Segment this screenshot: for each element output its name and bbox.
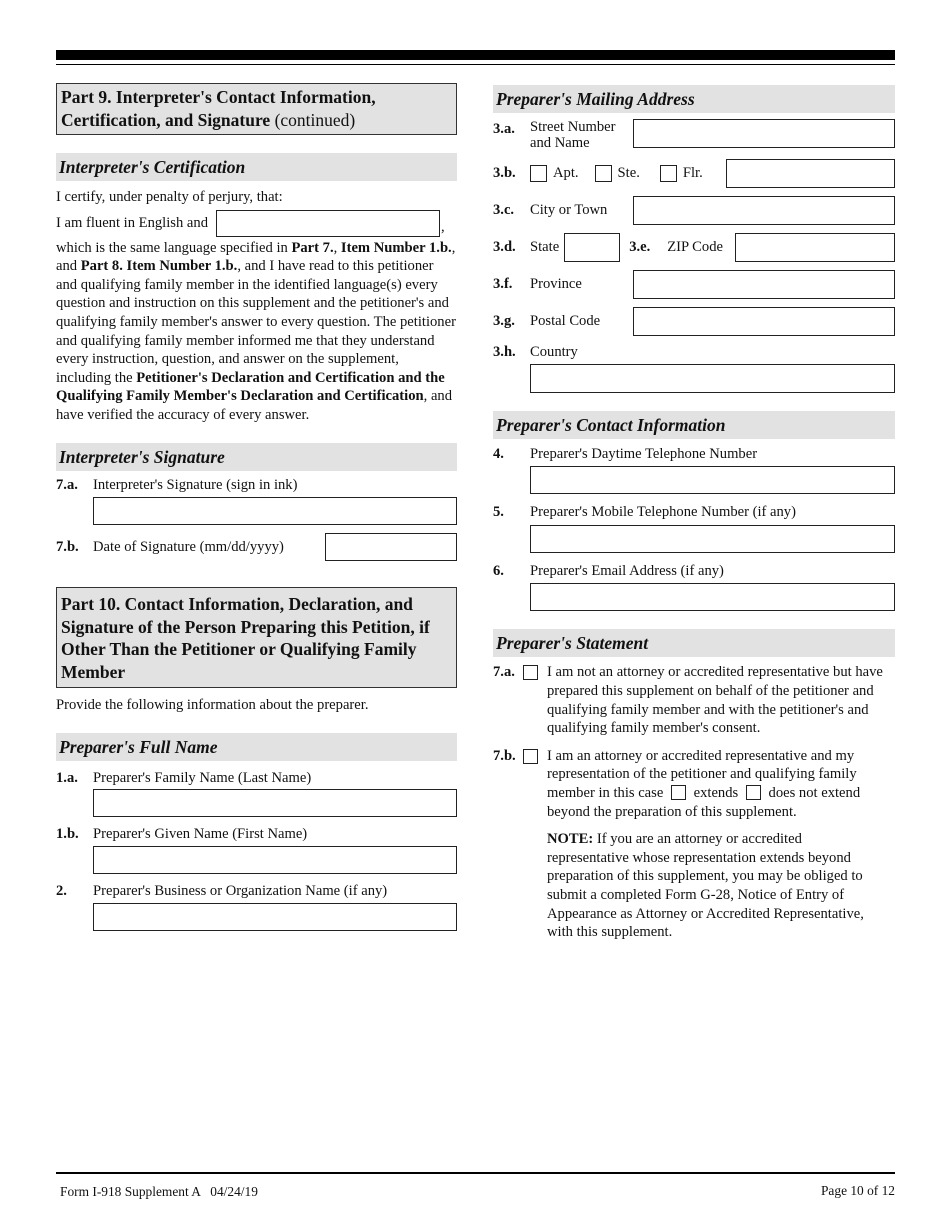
city-input[interactable] — [633, 196, 895, 225]
cert-bold-part7: Part 7. — [291, 239, 334, 256]
daytime-phone-label: Preparer's Daytime Telephone Number — [530, 445, 758, 462]
footer-rule — [56, 1172, 895, 1174]
interpreter-signature-header: Interpreter's Signature — [56, 443, 457, 471]
certification-intro: I certify, under penalty of perjury, that: — [56, 189, 283, 205]
signature-label: Interpreter's Signature (sign in ink) — [93, 476, 298, 493]
date-label-group — [56, 538, 284, 557]
unit-number: 3.b. — [493, 165, 516, 182]
part9-header — [56, 83, 457, 135]
email-number: 6. — [493, 562, 504, 579]
state-select[interactable] — [564, 233, 620, 262]
unit-number-input[interactable] — [726, 159, 895, 188]
zip-number: 3.e. — [629, 239, 651, 256]
postal-input[interactable] — [633, 307, 895, 336]
postal-label: Postal Code — [530, 313, 601, 330]
city-label: City or Town — [530, 202, 608, 219]
apt-label: Apt. — [553, 165, 579, 182]
preparer-full-name-header: Preparer's Full Name — [56, 733, 457, 761]
preparer-statement-header: Preparer's Statement — [493, 629, 895, 657]
cert-bold-declaration: Petitioner's Declaration and Certification and the Qualifying Family Member's Declaration and Certification — [56, 369, 445, 405]
statement-7b-text-2: beyond the preparation of this supplement. — [547, 803, 797, 820]
page-number: Page 10 of 12 — [820, 1183, 895, 1198]
province-input[interactable] — [633, 270, 895, 299]
given-name-label-row — [56, 825, 457, 844]
part9-title: Part 9. Interpreter's Contact Information, Certification, and Signature — [61, 87, 376, 130]
email-label-row — [493, 562, 895, 581]
daytime-phone-number: 4. — [493, 445, 504, 462]
email-label: Preparer's Email Address (if any) — [530, 562, 724, 579]
top-rule-thick — [56, 50, 895, 60]
flr-checkbox[interactable] — [660, 165, 677, 182]
country-label: Country — [530, 344, 578, 360]
cert-bold-item: Item Number 1.b. — [340, 239, 452, 256]
extends-checkbox[interactable] — [671, 785, 686, 800]
cert-text-3: , and — [56, 239, 456, 275]
right-column — [493, 83, 895, 942]
fluent-language-row — [56, 210, 457, 237]
cert-text-2: , — [333, 239, 341, 256]
province-row — [493, 270, 895, 299]
street-label: Street Number and Name — [530, 119, 616, 151]
daytime-phone-label-row — [493, 445, 895, 464]
part10-header: Part 10. Contact Information, Declaration, and Signature of the Person Preparing this Petition, if Other Than the Petitioner or Qualifying Family Member — [56, 587, 457, 688]
statement-7a — [493, 663, 895, 737]
country-label-row — [493, 343, 895, 362]
organization-number: 2. — [56, 882, 67, 899]
province-label: Province — [530, 276, 582, 293]
street-number: 3.a. — [493, 121, 515, 137]
left-column — [56, 83, 457, 931]
attorney-note — [547, 830, 887, 942]
street-input[interactable] — [633, 119, 895, 148]
comma: , — [441, 219, 445, 235]
statement-7a-number: 7.a. — [493, 664, 515, 681]
preparer-family-name-input[interactable] — [93, 789, 457, 817]
part9-continued: (continued) — [274, 109, 356, 130]
country-input[interactable] — [530, 364, 895, 393]
statement-7b-checkbox[interactable] — [523, 749, 538, 764]
preparer-given-name-input[interactable] — [93, 846, 457, 874]
form-identifier: Form I-918 Supplement A 04/24/19 — [60, 1184, 258, 1199]
zip-input[interactable] — [735, 233, 895, 262]
interpreter-language-input[interactable] — [216, 210, 440, 237]
statement-7a-checkbox[interactable] — [523, 665, 538, 680]
country-number: 3.h. — [493, 344, 516, 360]
city-row — [493, 196, 895, 225]
fluent-prefix: I am fluent in English and — [56, 214, 208, 231]
cert-text-5: , and have verified the accuracy of every answer. — [56, 388, 453, 423]
signature-label-row — [56, 476, 457, 495]
statement-7b-number: 7.b. — [493, 747, 516, 764]
mobile-phone-label-row — [493, 503, 895, 522]
statement-7b-body — [547, 747, 887, 942]
certification-text — [56, 239, 457, 425]
street-row — [493, 119, 895, 151]
given-name-number: 1.b. — [56, 826, 79, 843]
postal-row — [493, 307, 895, 336]
family-name-number: 1.a. — [56, 769, 78, 786]
cert-text-1: which is the same language specified in — [56, 239, 292, 256]
statement-7b — [493, 747, 895, 942]
mobile-phone-input[interactable] — [530, 525, 895, 553]
does-not-extend-checkbox[interactable] — [746, 785, 761, 800]
mobile-phone-label: Preparer's Mobile Telephone Number (if any) — [530, 504, 796, 521]
note-label: NOTE: — [547, 831, 594, 848]
daytime-phone-input[interactable] — [530, 466, 895, 494]
given-name-label: Preparer's Given Name (First Name) — [93, 826, 308, 843]
date-of-signature-row — [56, 533, 457, 561]
city-number: 3.c. — [493, 202, 515, 219]
postal-number: 3.g. — [493, 313, 515, 330]
flr-label: Flr. — [682, 165, 703, 182]
organization-label: Preparer's Business or Organization Name (if any) — [93, 882, 388, 899]
preparer-organization-input[interactable] — [93, 903, 457, 931]
signature-number: 7.a. — [56, 476, 78, 493]
apt-checkbox[interactable] — [530, 165, 547, 182]
contact-information-header: Preparer's Contact Information — [493, 411, 895, 439]
mailing-address-header: Preparer's Mailing Address — [493, 85, 895, 113]
family-name-label-row — [56, 769, 457, 788]
email-input[interactable] — [530, 583, 895, 611]
date-number: 7.b. — [56, 538, 79, 555]
zip-label: ZIP Code — [667, 239, 723, 256]
date-label: Date of Signature (mm/dd/yyyy) — [93, 538, 284, 555]
statement-7b-text — [547, 747, 887, 821]
state-label: State — [530, 239, 560, 256]
statement-7a-text: I am not an attorney or accredited representative but have prepared this supplement on behalf of the petitioner and qualifying family member and with the petitioner's and qualifying family member's consent. — [547, 664, 883, 737]
state-zip-row — [493, 233, 895, 262]
part10-intro: Provide the following information about the preparer. — [56, 697, 369, 714]
cert-text-4: , and I have read to this petitioner and qualifying family member in the identified language(s) every question and instruction on this supplement and the petitioner's and qualifying family member's answer to every question. The petitioner and qualifying family member informed me that they understand every instruction, question, and answer on the supplement, including the — [56, 258, 456, 386]
unit-row — [493, 159, 895, 188]
organization-label-row — [56, 882, 457, 901]
province-number: 3.f. — [493, 276, 513, 293]
ste-checkbox[interactable] — [595, 165, 612, 182]
extends-label: extends — [693, 784, 739, 801]
top-rule-thin — [56, 64, 895, 65]
ste-label: Ste. — [617, 165, 640, 182]
state-number: 3.d. — [493, 239, 516, 256]
interpreter-certification-header: Interpreter's Certification — [56, 153, 457, 181]
family-name-label: Preparer's Family Name (Last Name) — [93, 769, 312, 786]
note-text: If you are an attorney or accredited representative whose representation extends beyond preparation of this supplement, you may be obliged to submit a completed Form G-28, Notice of Entry of Appearance as Attorney or Accredited Representative, with this supplement. — [547, 831, 864, 941]
date-of-signature-input[interactable] — [325, 533, 457, 561]
mobile-phone-number: 5. — [493, 504, 504, 521]
statement-7b-text-1: I am an attorney or accredited representative and my representation of the petitioner and qualifying family member in this case — [547, 747, 857, 801]
interpreter-signature-field[interactable] — [93, 497, 457, 525]
cert-bold-part8: Part 8. Item Number 1.b. — [80, 258, 238, 275]
does-not-extend-label: does not extend — [768, 784, 861, 801]
